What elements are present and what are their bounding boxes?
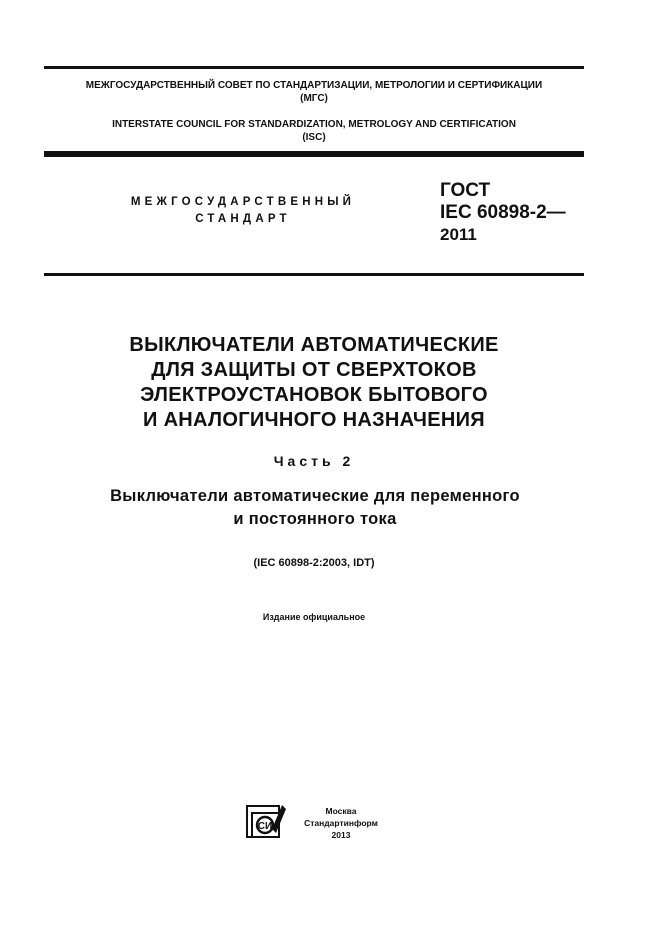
part-label: Часть 2 (273, 453, 355, 469)
title-line-1: ВЫКЛЮЧАТЕЛИ АВТОМАТИЧЕСКИЕ (129, 334, 499, 356)
subtitle-line-2: и постоянного тока (233, 510, 397, 528)
standard-code-line2: IEC 60898-2— (440, 202, 566, 223)
top-thin-rule (44, 66, 584, 69)
standard-code (440, 180, 590, 246)
standard-type-line1: МЕЖГОСУДАРСТВЕННЫЙ (130, 196, 356, 208)
svg-text:СИ: СИ (257, 821, 273, 832)
edition-label: Издание официальное (262, 612, 366, 622)
publisher-city: Москва (325, 806, 357, 816)
standard-type-line2: СТАНДАРТ (195, 213, 291, 225)
publisher-block (296, 805, 386, 841)
council-en-line2: (ISC) (302, 132, 326, 143)
publisher-name: Стандартинформ (304, 818, 378, 828)
standartinform-logo-icon (246, 803, 288, 839)
council-ru-line2: (МГС) (300, 93, 328, 104)
publisher-year: 2013 (331, 830, 351, 840)
title-line-2: ДЛЯ ЗАЩИТЫ ОТ СВЕРХТОКОВ (151, 359, 477, 381)
document-title (44, 333, 584, 433)
standard-code-line1: ГОСТ (440, 180, 491, 201)
title-line-3: ЭЛЕКТРОУСТАНОВОК БЫТОВОГО (140, 384, 488, 406)
subtitle-line-1: Выключатели автоматические для переменного (110, 487, 520, 505)
title-line-4: И АНАЛОГИЧНОГО НАЗНАЧЕНИЯ (143, 409, 485, 431)
council-en-line1: INTERSTATE COUNCIL FOR STANDARDIZATION, METROLOGY AND CERTIFICATION (112, 119, 516, 130)
standard-code-line3: 2011 (440, 225, 477, 244)
header-thick-rule (44, 151, 584, 157)
iec-reference: (IEC 60898-2:2003, IDT) (253, 557, 375, 569)
subtitle (40, 485, 590, 531)
code-rule (44, 273, 584, 276)
council-ru-line1: МЕЖГОСУДАРСТВЕННЫЙ СОВЕТ ПО СТАНДАРТИЗАЦИИ, МЕТРОЛОГИИ И СЕРТИФИКАЦИИ (85, 80, 543, 91)
